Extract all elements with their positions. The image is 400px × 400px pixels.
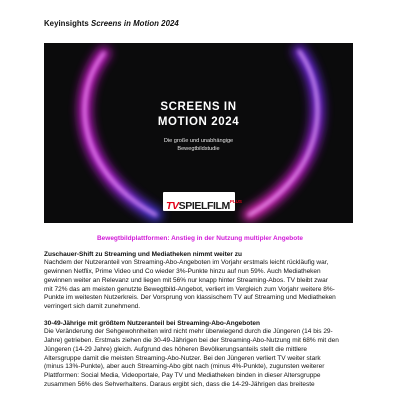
text-line: Plattformen: Social Media, Videoportale, Pay TV und Mediatheken binden in dieser Altersgruppe (44, 372, 321, 380)
text-line: Die Veränderung der Sehgewohnheiten wird nicht mehr überwiegend durch die Jüngeren (14 bis 29- (44, 328, 333, 336)
page-title (44, 19, 179, 28)
text-line: gewinnen weiter an Relevanz und liegen mit 56% nur knapp hinter Streaming-Abos. TV bleibt zwar (44, 276, 328, 284)
text-line: Punkte im weitesten Nutzerkreis. Der Vorsprung von klassischem TV auf Streaming und Mediatheken (44, 294, 336, 302)
hero-title-line-2: MOTION 2024 (157, 116, 240, 128)
tv-spielfilm-plus-logo (163, 192, 242, 212)
text-line: gewinnen Netflix, Prime Video und Co wieder 3%-Punkte hinzu auf nun 59%. Auch Mediatheken (44, 267, 321, 275)
page-title-study-name: Screens in Motion 2024 (90, 19, 179, 28)
hero-subtitle-line-1: Die große und unabhängige (163, 138, 234, 144)
logo-spielfilm: SPIELFILM (178, 200, 230, 212)
text-line: mit 72% das am meisten genutzte Bewegtbild-Angebot, verliert im Vergleich zum Vorjahr weitere 8%- (44, 285, 335, 293)
logo-tv: TV (166, 200, 179, 212)
paragraph-streaming-shift (44, 259, 362, 312)
text-line: Altersgruppe damit die meisten Streaming-Abo-Nutzer. Bei den Jüngeren verliert TV weiter stark (44, 354, 321, 362)
text-line: zusammen 56% des Sehverhaltens. Daraus ergibt sich, dass die 14-29-Jährigen das breiteste (44, 381, 315, 389)
hero-title-line-1: SCREENS IN (160, 101, 237, 113)
text-line: Jüngeren (14-29 Jahre) gleich. Aufgrund des höheren Bevölkerungsanteils stellt die mittlere (44, 345, 308, 353)
hero-banner (44, 43, 353, 223)
article-body (44, 250, 362, 397)
logo-plus: PLUS (229, 199, 242, 204)
text-line: Jahre) getrieben. Erstmals ziehen die 30-49-Jährigen bei der Streaming-Abo-Nutzung mit 68% mit den (44, 336, 339, 344)
text-line: (minus 13%-Punkte), aber auch Streaming-Abo gibt nach (minus 4%-Punkte), zugunsten weiterer (44, 363, 325, 371)
subheading-age-30-49: 30-49-Jährige mit größtem Nutzeranteil bei Streaming-Abo-Angeboten (44, 320, 260, 328)
hero-subtitle (44, 138, 353, 153)
page-title-prefix: Keyinsights (44, 19, 89, 28)
text-line: Nachdem der Nutzeranteil von Streaming-Abo-Angeboten im Vorjahr erstmals leicht rückläufig war, (44, 259, 329, 266)
hero-title (44, 100, 353, 130)
section-heading: Bewegtbildplattformen: Anstieg in der Nutzung multipler Angebote (96, 235, 304, 242)
text-line: verringert sich damit zunehmend. (44, 303, 141, 311)
hero-subtitle-line-2: Bewegtbildstudie (177, 145, 220, 152)
paragraph-age-30-49 (44, 328, 362, 390)
subheading-streaming-shift: Zuschauer-Shift zu Streaming und Mediatheken nimmt weiter zu (44, 251, 242, 258)
